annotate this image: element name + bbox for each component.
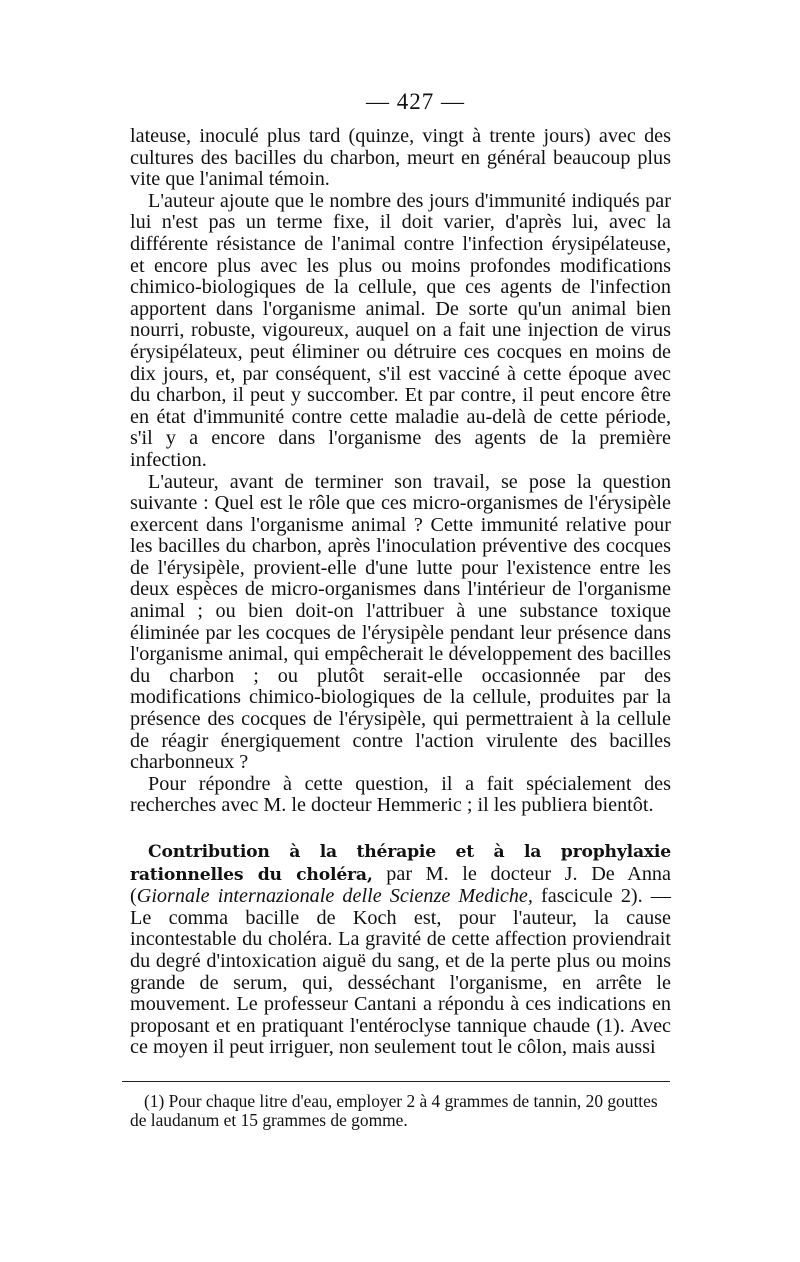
- paragraph-question: L'auteur, avant de terminer son travail, se pose la question suivante : Quel est le rôle que ces micro-organismes de l'érysipèle exercent dans l'organisme animal ? Cette immunité relative pour les bacilles du charbon, après l'inoculation préventive des cocques de l'érysipèle, provient-elle d'une lutte pour l'existence entre les deux espèces de micro-organismes dans l'intérieur de l'organisme animal ; ou bien doit-on l'attribuer à une substance toxique éliminée par les cocques de l'érysipèle pendant leur présence dans l'organisme animal, qui empêcherait le développement des bacilles du charbon ; ou plutôt serait-elle occasionnée par des modifications chimico-biologiques de la cellule, produites par la présence des cocques de l'érysipèle, qui permettraient à la cellule de réagir énergiquement contre l'action virulente des bacilles charbonneux ?: [130, 470, 671, 774]
- section-body: Le comma bacille de Koch est, pour l'auteur, la cause incontestable du choléra. La gravité de cette affection proviendrait du degré d'intoxication aiguë du sang, et de la perte plus ou moins grande de serum, qui, desséchant l'organisme, en arrête le mouvement. Le professeur Cantani a répondu à ces indications en proposant et en pratiquant l'entéroclyse tannique chaude (1). Avec ce moyen il peut irriguer, non seulement tout le côlon, mais aussi: [130, 906, 671, 1059]
- paragraph-research-note: Pour répondre à cette question, il a fait spécialement des recherches avec M. le docteur Hemmeric ; il les publiera bientôt.: [130, 772, 671, 817]
- footnote-line-1: (1) Pour chaque litre d'eau, employer 2 à 4 grammes de tannin, 20 gouttes: [144, 1090, 658, 1111]
- footnote: [130, 1092, 671, 1130]
- section-cholera: [130, 841, 671, 1059]
- section-spacer: [130, 817, 671, 841]
- paragraph-continuation: lateuse, inoculé plus tard (quinze, vingt à trente jours) avec des cultures des bacilles du charbon, meurt en général beaucoup plus vite que l'animal témoin.: [130, 125, 671, 191]
- page-number: — 427 —: [366, 89, 465, 114]
- book-page: [130, 88, 671, 1130]
- section-author: par M. le docteur J. De Anna (: [130, 862, 671, 908]
- paragraph-immunity-duration: L'auteur ajoute que le nombre des jours d'immunité indiqués par lui n'est pas un terme fixe, il doit varier, d'après lui, avec la différente résistance de l'animal contre l'infection érysipélateuse, et encore plus avec les plus ou moins profondes modifications chimico-biologiques de la cellule, que ces agents de l'infection apportent dans l'organisme animal. De sorte qu'un animal bien nourri, robuste, vigoureux, auquel on a fait une injection de virus érysipélateux, peut éliminer ou détruire ces cocques en moins de dix jours, et, par conséquent, s'il est vacciné à cette époque avec du charbon, il peut y succomber. Et par contre, il peut encore être en état d'immunité contre cette maladie au-delà de cette période, s'il y a encore dans l'organisme des agents de la première infection.: [130, 189, 671, 471]
- footnote-line-2: de laudanum et 15 grammes de gomme.: [130, 1109, 408, 1130]
- section-title: Contribution à la thérapie et à la prophylaxie rationnelles du choléra,: [130, 842, 671, 885]
- section-journal: Giornale internazionale delle Scienze Mediche,: [136, 885, 533, 908]
- footnote-divider: [122, 1081, 670, 1082]
- section-fascicle: fascicule 2). —: [532, 885, 671, 908]
